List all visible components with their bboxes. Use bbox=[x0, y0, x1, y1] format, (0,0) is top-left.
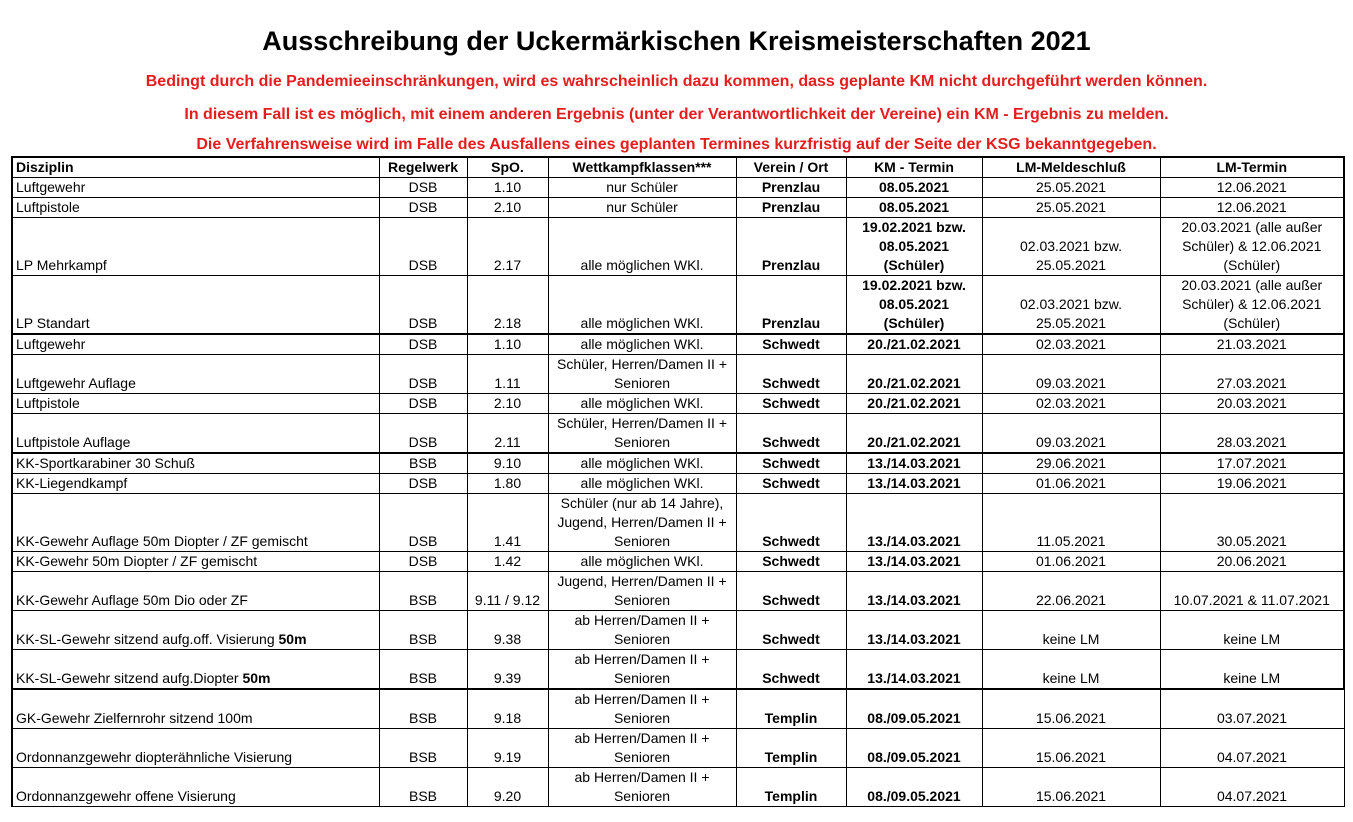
notice-line-2: In diesem Fall ist es möglich, mit einem anderen Ergebnis (unter der Verantwortlichkeit der Vereine) ein KM - Ergebnis zu melden. bbox=[184, 106, 1169, 123]
cell-km-termin: 13./14.03.2021 bbox=[846, 453, 982, 474]
cell-wettkampfklassen: nur Schüler bbox=[548, 198, 736, 218]
cell-spo: 1.41 bbox=[467, 494, 548, 552]
cell-spo: 9.10 bbox=[467, 453, 548, 474]
cell-lm-meldeschluss: 29.06.2021 bbox=[982, 453, 1160, 474]
table-row bbox=[12, 394, 1344, 414]
cell-wettkampfklassen: alle möglichen WKl. bbox=[548, 276, 736, 335]
cell-disziplin: KK-Liegendkampf bbox=[12, 474, 379, 494]
distance-text: 50m bbox=[242, 670, 271, 686]
cell-regelwerk: DSB bbox=[379, 178, 467, 198]
cell-km-termin: 13./14.03.2021 bbox=[846, 494, 982, 552]
cell-regelwerk: BSB bbox=[379, 768, 467, 807]
cell-disziplin: Luftpistole Auflage bbox=[12, 414, 379, 454]
cell-km-termin: 20./21.02.2021 bbox=[846, 394, 982, 414]
cell-lm-termin: 30.05.2021 bbox=[1160, 494, 1344, 552]
cell-wettkampfklassen: alle möglichen WKl. bbox=[548, 334, 736, 355]
cell-lm-meldeschluss: 15.06.2021 bbox=[982, 689, 1160, 729]
cell-verein-ort: Schwedt bbox=[736, 355, 846, 394]
table-row bbox=[12, 178, 1344, 198]
cell-verein-ort: Prenzlau bbox=[736, 218, 846, 276]
table-row bbox=[12, 494, 1344, 552]
cell-km-termin: 20./21.02.2021 bbox=[846, 334, 982, 355]
cell-spo: 2.18 bbox=[467, 276, 548, 335]
cell-wettkampfklassen: alle möglichen WKl. bbox=[548, 218, 736, 276]
cell-spo: 1.42 bbox=[467, 552, 548, 572]
cell-km-termin: 08.05.2021 bbox=[846, 178, 982, 198]
cell-wettkampfklassen: Schüler (nur ab 14 Jahre), Jugend, Herren/Damen II + Senioren bbox=[548, 494, 736, 552]
cell-lm-termin: 12.06.2021 bbox=[1160, 178, 1344, 198]
cell-spo: 2.17 bbox=[467, 218, 548, 276]
cell-regelwerk: DSB bbox=[379, 414, 467, 454]
cell-regelwerk: DSB bbox=[379, 552, 467, 572]
table-row bbox=[12, 572, 1344, 611]
cell-spo: 1.10 bbox=[467, 334, 548, 355]
cell-spo: 9.18 bbox=[467, 689, 548, 729]
cell-disziplin: GK-Gewehr Zielfernrohr sitzend 100m bbox=[12, 689, 379, 729]
cell-verein-ort: Prenzlau bbox=[736, 276, 846, 335]
cell-lm-termin: 20.03.2021 (alle außer Schüler) & 12.06.2021 (Schüler) bbox=[1160, 276, 1344, 335]
table-header-row bbox=[12, 157, 1344, 178]
cell-regelwerk: DSB bbox=[379, 334, 467, 355]
cell-km-termin: 19.02.2021 bzw. 08.05.2021 (Schüler) bbox=[846, 276, 982, 335]
cell-verein-ort: Schwedt bbox=[736, 334, 846, 355]
cell-lm-termin: 21.03.2021 bbox=[1160, 334, 1344, 355]
cell-lm-meldeschluss: 11.05.2021 bbox=[982, 494, 1160, 552]
cell-wettkampfklassen: ab Herren/Damen II + Senioren bbox=[548, 650, 736, 690]
column-header: Wettkampfklassen*** bbox=[548, 157, 736, 178]
cell-regelwerk: DSB bbox=[379, 218, 467, 276]
cell-km-termin: 20./21.02.2021 bbox=[846, 355, 982, 394]
column-header: LM-Termin bbox=[1160, 157, 1344, 178]
cell-wettkampfklassen: alle möglichen WKl. bbox=[548, 474, 736, 494]
cell-regelwerk: BSB bbox=[379, 611, 467, 650]
cell-lm-termin: keine LM bbox=[1160, 650, 1344, 690]
cell-wettkampfklassen: Jugend, Herren/Damen II + Senioren bbox=[548, 572, 736, 611]
cell-verein-ort: Schwedt bbox=[736, 414, 846, 454]
cell-regelwerk: BSB bbox=[379, 689, 467, 729]
cell-lm-meldeschluss: 01.06.2021 bbox=[982, 474, 1160, 494]
cell-spo: 1.11 bbox=[467, 355, 548, 394]
cell-km-termin: 13./14.03.2021 bbox=[846, 474, 982, 494]
table-row bbox=[12, 453, 1344, 474]
cell-lm-meldeschluss: keine LM bbox=[982, 650, 1160, 690]
cell-lm-termin: 10.07.2021 & 11.07.2021 bbox=[1160, 572, 1344, 611]
cell-regelwerk: DSB bbox=[379, 394, 467, 414]
cell-wettkampfklassen: ab Herren/Damen II + Senioren bbox=[548, 768, 736, 807]
cell-disziplin: Luftgewehr bbox=[12, 334, 379, 355]
cell-km-termin: 13./14.03.2021 bbox=[846, 552, 982, 572]
cell-verein-ort: Templin bbox=[736, 689, 846, 729]
cell-spo: 1.80 bbox=[467, 474, 548, 494]
cell-lm-termin: 12.06.2021 bbox=[1160, 198, 1344, 218]
cell-wettkampfklassen: alle möglichen WKl. bbox=[548, 552, 736, 572]
table-row bbox=[12, 729, 1344, 768]
cell-lm-meldeschluss: 02.03.2021 bbox=[982, 394, 1160, 414]
cell-disziplin bbox=[12, 650, 379, 690]
column-header: KM - Termin bbox=[846, 157, 982, 178]
table-row bbox=[12, 276, 1344, 335]
cell-disziplin: KK-Sportkarabiner 30 Schuß bbox=[12, 453, 379, 474]
cell-regelwerk: BSB bbox=[379, 572, 467, 611]
table-row bbox=[12, 334, 1344, 355]
cell-spo: 2.11 bbox=[467, 414, 548, 454]
cell-disziplin: KK-Gewehr 50m Diopter / ZF gemischt bbox=[12, 552, 379, 572]
cell-disziplin: Luftpistole bbox=[12, 198, 379, 218]
cell-lm-termin: 04.07.2021 bbox=[1160, 768, 1344, 807]
cell-verein-ort: Schwedt bbox=[736, 453, 846, 474]
cell-disziplin: LP Mehrkampf bbox=[12, 218, 379, 276]
disziplin-text: KK-SL-Gewehr sitzend aufg.Diopter bbox=[16, 670, 239, 686]
cell-lm-termin: 17.07.2021 bbox=[1160, 453, 1344, 474]
table-row bbox=[12, 198, 1344, 218]
table-row bbox=[12, 689, 1344, 729]
cell-verein-ort: Schwedt bbox=[736, 494, 846, 552]
cell-disziplin: LP Standart bbox=[12, 276, 379, 335]
cell-wettkampfklassen: ab Herren/Damen II + Senioren bbox=[548, 729, 736, 768]
schedule-table-templin bbox=[11, 688, 1345, 807]
cell-lm-termin: 20.03.2021 (alle außer Schüler) & 12.06.2021 (Schüler) bbox=[1160, 218, 1344, 276]
cell-spo: 9.39 bbox=[467, 650, 548, 690]
cell-lm-meldeschluss: 15.06.2021 bbox=[982, 729, 1160, 768]
cell-km-termin: 13./14.03.2021 bbox=[846, 650, 982, 690]
cell-km-termin: 08./09.05.2021 bbox=[846, 689, 982, 729]
cell-km-termin: 13./14.03.2021 bbox=[846, 572, 982, 611]
cell-regelwerk: DSB bbox=[379, 276, 467, 335]
cell-spo: 9.20 bbox=[467, 768, 548, 807]
schedule-table bbox=[11, 156, 1345, 690]
distance-text: 50m bbox=[278, 631, 307, 647]
cell-lm-termin: 28.03.2021 bbox=[1160, 414, 1344, 454]
cell-verein-ort: Prenzlau bbox=[736, 198, 846, 218]
cell-spo: 2.10 bbox=[467, 198, 548, 218]
cell-regelwerk: DSB bbox=[379, 494, 467, 552]
cell-wettkampfklassen: ab Herren/Damen II + Senioren bbox=[548, 611, 736, 650]
cell-lm-termin: keine LM bbox=[1160, 611, 1344, 650]
cell-regelwerk: DSB bbox=[379, 474, 467, 494]
table-row bbox=[12, 218, 1344, 276]
column-header: SpO. bbox=[467, 157, 548, 178]
table-row bbox=[12, 355, 1344, 394]
cell-regelwerk: BSB bbox=[379, 650, 467, 690]
cell-lm-meldeschluss: 25.05.2021 bbox=[982, 198, 1160, 218]
column-header: LM-Meldeschluß bbox=[982, 157, 1160, 178]
cell-spo: 9.11 / 9.12 bbox=[467, 572, 548, 611]
cell-lm-termin: 20.06.2021 bbox=[1160, 552, 1344, 572]
cell-lm-termin: 27.03.2021 bbox=[1160, 355, 1344, 394]
cell-km-termin: 08./09.05.2021 bbox=[846, 729, 982, 768]
cell-lm-termin: 19.06.2021 bbox=[1160, 474, 1344, 494]
notice-line-3: Die Verfahrensweise wird im Falle des Ausfallens eines geplanten Termines kurzfristig auf der Seite der KSG bekanntgegeben. bbox=[196, 136, 1157, 153]
cell-verein-ort: Schwedt bbox=[736, 572, 846, 611]
cell-disziplin: Luftgewehr Auflage bbox=[12, 355, 379, 394]
cell-lm-termin: 20.03.2021 bbox=[1160, 394, 1344, 414]
cell-lm-meldeschluss: 25.05.2021 bbox=[982, 178, 1160, 198]
cell-km-termin: 20./21.02.2021 bbox=[846, 414, 982, 454]
cell-lm-meldeschluss: 02.03.2021 bzw. 25.05.2021 bbox=[982, 276, 1160, 335]
cell-lm-meldeschluss: 01.06.2021 bbox=[982, 552, 1160, 572]
cell-lm-meldeschluss: 02.03.2021 bbox=[982, 334, 1160, 355]
cell-verein-ort: Schwedt bbox=[736, 552, 846, 572]
cell-verein-ort: Schwedt bbox=[736, 394, 846, 414]
cell-lm-meldeschluss: 02.03.2021 bzw. 25.05.2021 bbox=[982, 218, 1160, 276]
cell-lm-termin: 04.07.2021 bbox=[1160, 729, 1344, 768]
cell-disziplin: Luftpistole bbox=[12, 394, 379, 414]
cell-spo: 9.19 bbox=[467, 729, 548, 768]
cell-wettkampfklassen: alle möglichen WKl. bbox=[548, 394, 736, 414]
cell-lm-meldeschluss: 09.03.2021 bbox=[982, 355, 1160, 394]
cell-lm-meldeschluss: keine LM bbox=[982, 611, 1160, 650]
cell-verein-ort: Schwedt bbox=[736, 611, 846, 650]
cell-wettkampfklassen: Schüler, Herren/Damen II + Senioren bbox=[548, 414, 736, 454]
cell-verein-ort: Prenzlau bbox=[736, 178, 846, 198]
cell-verein-ort: Schwedt bbox=[736, 650, 846, 690]
cell-disziplin: Luftgewehr bbox=[12, 178, 379, 198]
cell-verein-ort: Templin bbox=[736, 768, 846, 807]
table-row bbox=[12, 650, 1344, 690]
cell-wettkampfklassen: ab Herren/Damen II + Senioren bbox=[548, 689, 736, 729]
cell-lm-meldeschluss: 22.06.2021 bbox=[982, 572, 1160, 611]
cell-lm-meldeschluss: 15.06.2021 bbox=[982, 768, 1160, 807]
cell-verein-ort: Schwedt bbox=[736, 474, 846, 494]
table-row bbox=[12, 552, 1344, 572]
column-header: Disziplin bbox=[12, 157, 379, 178]
cell-spo: 1.10 bbox=[467, 178, 548, 198]
cell-km-termin: 08.05.2021 bbox=[846, 198, 982, 218]
table-row bbox=[12, 474, 1344, 494]
cell-regelwerk: DSB bbox=[379, 355, 467, 394]
table-row bbox=[12, 768, 1344, 807]
cell-disziplin: KK-Gewehr Auflage 50m Dio oder ZF bbox=[12, 572, 379, 611]
cell-km-termin: 19.02.2021 bzw. 08.05.2021 (Schüler) bbox=[846, 218, 982, 276]
cell-km-termin: 08./09.05.2021 bbox=[846, 768, 982, 807]
cell-km-termin: 13./14.03.2021 bbox=[846, 611, 982, 650]
column-header: Verein / Ort bbox=[736, 157, 846, 178]
cell-disziplin bbox=[12, 611, 379, 650]
cell-regelwerk: BSB bbox=[379, 729, 467, 768]
cell-regelwerk: DSB bbox=[379, 198, 467, 218]
cell-spo: 2.10 bbox=[467, 394, 548, 414]
page-title: Ausschreibung der Uckermärkischen Kreismeisterschaften 2021 bbox=[262, 26, 1091, 56]
cell-wettkampfklassen: Schüler, Herren/Damen II + Senioren bbox=[548, 355, 736, 394]
cell-regelwerk: BSB bbox=[379, 453, 467, 474]
disziplin-text: KK-SL-Gewehr sitzend aufg.off. Visierung bbox=[16, 631, 275, 647]
cell-disziplin: KK-Gewehr Auflage 50m Diopter / ZF gemischt bbox=[12, 494, 379, 552]
cell-wettkampfklassen: nur Schüler bbox=[548, 178, 736, 198]
notice-line-1: Bedingt durch die Pandemieeinschränkungen, wird es wahrscheinlich dazu kommen, dass geplante KM nicht durchgeführt werden können. bbox=[145, 73, 1208, 90]
cell-lm-meldeschluss: 09.03.2021 bbox=[982, 414, 1160, 454]
cell-lm-termin: 03.07.2021 bbox=[1160, 689, 1344, 729]
cell-wettkampfklassen: alle möglichen WKl. bbox=[548, 453, 736, 474]
cell-verein-ort: Templin bbox=[736, 729, 846, 768]
cell-disziplin: Ordonnanzgewehr offene Visierung bbox=[12, 768, 379, 807]
column-header: Regelwerk bbox=[379, 157, 467, 178]
table-row bbox=[12, 414, 1344, 454]
cell-spo: 9.38 bbox=[467, 611, 548, 650]
cell-disziplin: Ordonnanzgewehr diopterähnliche Visierung bbox=[12, 729, 379, 768]
table-row bbox=[12, 611, 1344, 650]
